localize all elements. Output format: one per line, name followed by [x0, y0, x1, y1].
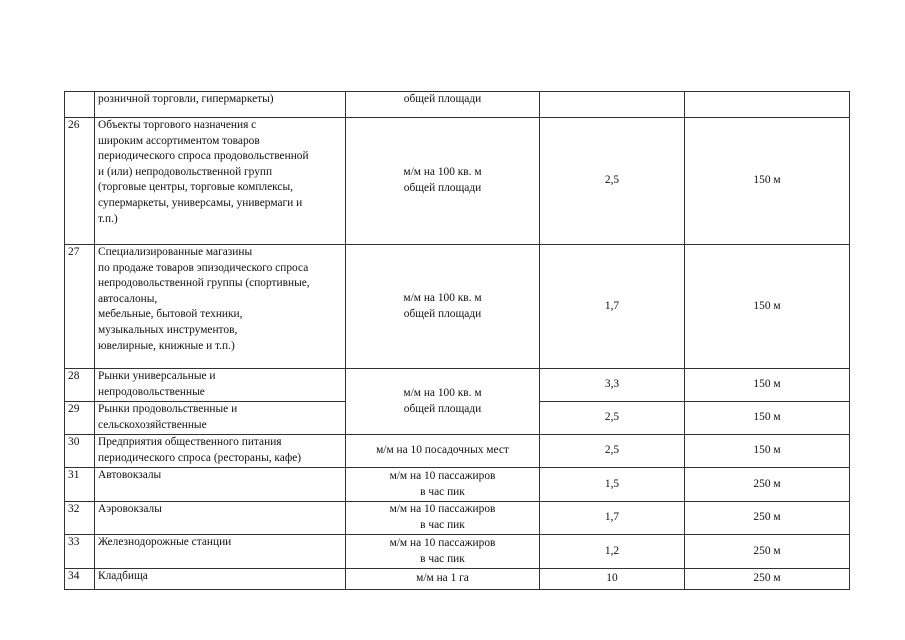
facility-name: розничной торговли, гипермаркеты): [95, 92, 346, 118]
calculation-unit: м/м на 100 кв. м общей площади: [346, 245, 540, 369]
parking-rate: 3,3: [540, 369, 685, 402]
parking-rate: 10: [540, 569, 685, 590]
walking-distance: 150 м: [685, 245, 850, 369]
walking-distance: 150 м: [685, 369, 850, 402]
facility-name: Объекты торгового назначения с широким ассортиментом товаров периодического спроса продовольственной и (или) непродовольственной групп (торговые центры, торговые комплексы, супермаркеты, универсамы, универмаги и т.п.): [95, 118, 346, 245]
facility-name: Рынки универсальные и непродовольственные: [95, 369, 346, 402]
row-number: 27: [65, 245, 95, 369]
calculation-unit: общей площади: [346, 92, 540, 118]
row-number: 28: [65, 369, 95, 402]
parking-rate: 2,5: [540, 118, 685, 245]
row-number: 32: [65, 502, 95, 535]
calculation-unit: м/м на 10 посадочных мест: [346, 435, 540, 468]
table-row: [65, 535, 850, 569]
row-number: 34: [65, 569, 95, 590]
walking-distance: 150 м: [685, 435, 850, 468]
row-number: 30: [65, 435, 95, 468]
table-row: [65, 245, 850, 369]
facility-name: Рынки продовольственные и сельскохозяйственные: [95, 402, 346, 435]
parking-rate: 2,5: [540, 402, 685, 435]
walking-distance: [685, 92, 850, 118]
walking-distance: 250 м: [685, 468, 850, 502]
facility-name: Специализированные магазины по продаже товаров эпизодического спроса непродовольственной группы (спортивные, автосалоны, мебельные, бытовой техники, музыкальных инструментов, ювелирные, книжные и т.п.): [95, 245, 346, 369]
facility-name: Кладбища: [95, 569, 346, 590]
walking-distance: 150 м: [685, 118, 850, 245]
parking-rate: 1,2: [540, 535, 685, 569]
calculation-unit: м/м на 100 кв. м общей площади: [346, 118, 540, 245]
row-number: 26: [65, 118, 95, 245]
parking-rate: [540, 92, 685, 118]
calculation-unit: м/м на 10 пассажиров в час пик: [346, 535, 540, 569]
walking-distance: 150 м: [685, 402, 850, 435]
parking-norms-table: [64, 91, 850, 590]
table-row: [65, 92, 850, 118]
row-number: 31: [65, 468, 95, 502]
parking-rate: 1,7: [540, 245, 685, 369]
table-row: [65, 369, 850, 402]
parking-rate: 1,7: [540, 502, 685, 535]
parking-rate: 1,5: [540, 468, 685, 502]
walking-distance: 250 м: [685, 502, 850, 535]
table-row: [65, 502, 850, 535]
calculation-unit: м/м на 10 пассажиров в час пик: [346, 468, 540, 502]
parking-rate: 2,5: [540, 435, 685, 468]
facility-name: Аэровокзалы: [95, 502, 346, 535]
table-row: [65, 468, 850, 502]
row-number: [65, 92, 95, 118]
row-number: 29: [65, 402, 95, 435]
facility-name: Предприятия общественного питания периодического спроса (рестораны, кафе): [95, 435, 346, 468]
calculation-unit: м/м на 100 кв. м общей площади: [346, 369, 540, 435]
table-row: [65, 118, 850, 245]
walking-distance: 250 м: [685, 569, 850, 590]
calculation-unit: м/м на 10 пассажиров в час пик: [346, 502, 540, 535]
facility-name: Автовокзалы: [95, 468, 346, 502]
facility-name: Железнодорожные станции: [95, 535, 346, 569]
table-row: [65, 435, 850, 468]
row-number: 33: [65, 535, 95, 569]
table-row: [65, 569, 850, 590]
walking-distance: 250 м: [685, 535, 850, 569]
calculation-unit: м/м на 1 га: [346, 569, 540, 590]
